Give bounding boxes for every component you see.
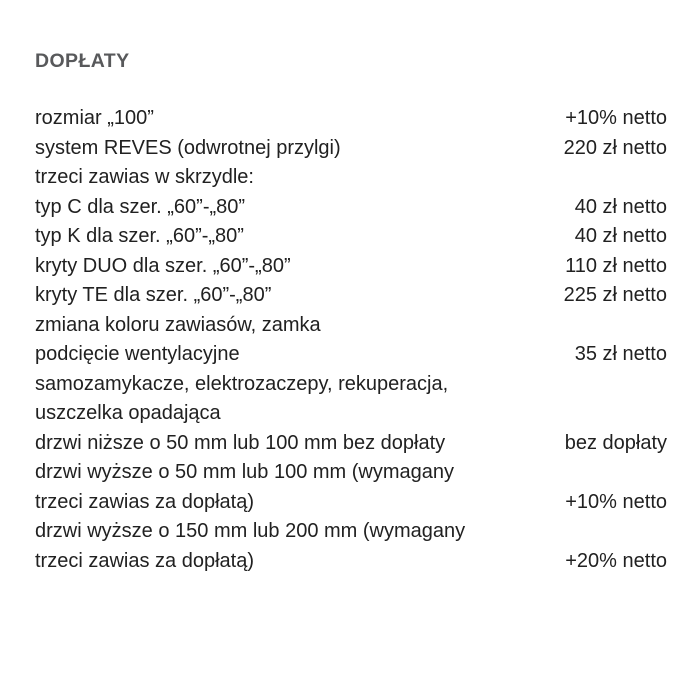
item-label: typ C dla szer. „60”-„80” xyxy=(35,195,246,218)
price-list-row xyxy=(35,281,667,311)
price-list-row xyxy=(35,134,667,164)
price-list-row xyxy=(35,399,667,429)
item-label: trzeci zawias w skrzydle: xyxy=(35,166,254,188)
price-list-row xyxy=(35,252,667,282)
price-list-row xyxy=(35,104,667,134)
item-label: drzwi niższe o 50 mm lub 100 mm bez dopłaty xyxy=(35,431,446,454)
price-list-row xyxy=(35,370,667,400)
item-label: system REVES (odwrotnej przylgi) xyxy=(35,136,341,159)
item-label: drzwi wyższe o 150 mm lub 200 mm (wymagany xyxy=(35,520,466,542)
item-price: +20% netto xyxy=(565,549,667,572)
item-label: trzeci zawias za dopłatą) xyxy=(35,490,254,513)
item-price: 220 zł netto xyxy=(563,136,667,159)
page-title: DOPŁATY xyxy=(35,50,130,72)
item-price: bez dopłaty xyxy=(564,431,667,454)
item-label: drzwi wyższe o 50 mm lub 100 mm (wymagany xyxy=(35,461,455,483)
price-list-row xyxy=(35,222,667,252)
item-label: samozamykacze, elektrozaczepy, rekuperacja, xyxy=(35,372,449,395)
price-list-row xyxy=(35,488,667,518)
price-list xyxy=(35,104,667,576)
item-price: 110 zł netto xyxy=(565,254,667,277)
item-price: 225 zł netto xyxy=(563,284,667,306)
item-label: podcięcie wentylacyjne xyxy=(35,343,240,365)
price-list-row xyxy=(35,163,667,193)
price-list-row xyxy=(35,547,667,577)
item-label: zmiana koloru zawiasów, zamka xyxy=(35,313,321,336)
item-price: 35 zł netto xyxy=(574,343,667,365)
item-price: 40 zł netto xyxy=(574,195,667,218)
item-label: kryty TE dla szer. „60”-„80” xyxy=(35,284,272,306)
price-list-row xyxy=(35,311,667,341)
price-list-row xyxy=(35,340,667,370)
price-list-row xyxy=(35,458,667,488)
item-price: +10% netto xyxy=(565,107,667,129)
item-price: +10% netto xyxy=(565,490,667,513)
item-label: kryty DUO dla szer. „60”-„80” xyxy=(35,254,291,277)
price-list-row xyxy=(35,193,667,223)
price-list-row xyxy=(35,429,667,459)
item-label: typ K dla szer. „60”-„80” xyxy=(35,225,244,247)
item-label: trzeci zawias za dopłatą) xyxy=(35,549,254,572)
item-price: 40 zł netto xyxy=(574,225,667,247)
item-label: uszczelka opadająca xyxy=(35,402,221,424)
item-label: rozmiar „100” xyxy=(35,107,154,129)
price-list-row xyxy=(35,517,667,547)
